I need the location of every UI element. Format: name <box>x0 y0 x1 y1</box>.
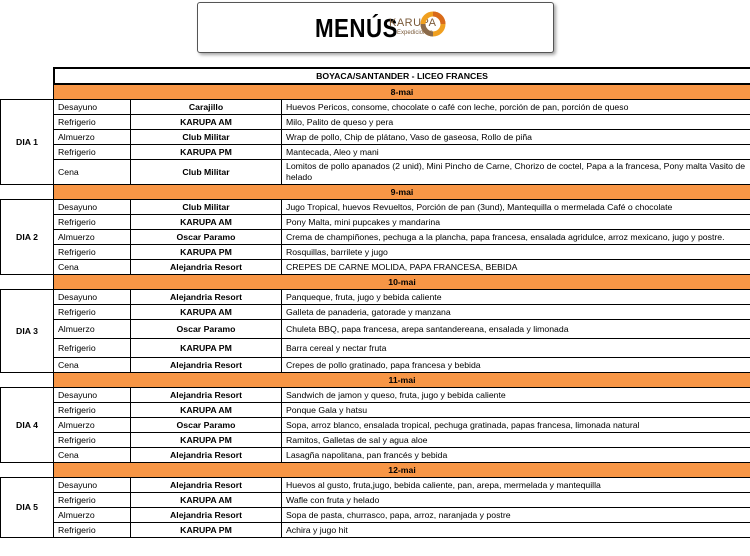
meal-place: Carajillo <box>131 100 282 115</box>
meal-description: Wafle con fruta y helado <box>282 493 750 508</box>
meal-row <box>1 508 750 523</box>
meal-description: Mantecada, Aleo y mani <box>282 145 750 160</box>
title-row <box>1 68 750 84</box>
meal-row <box>1 245 750 260</box>
meal-place: Alejandria Resort <box>131 260 282 275</box>
meal-row <box>1 403 750 418</box>
meal-description: Crema de champiñones, pechuga a la plancha, papa francesa, ensalada agridulce, arroz mexicano, jugo y postre. <box>282 230 750 245</box>
page-title: MENÚS <box>315 13 398 43</box>
meal-place: KARUPA AM <box>131 215 282 230</box>
meal-description: Huevos al gusto, fruta,jugo, bebida caliente, pan, arepa, mermelada y mantequilla <box>282 478 750 493</box>
meal-type: Refrigerio <box>54 403 131 418</box>
meal-row <box>1 493 750 508</box>
meal-description: Barra cereal y nectar fruta <box>282 339 750 358</box>
date-row <box>1 185 750 200</box>
meal-type: Refrigerio <box>54 305 131 320</box>
meal-row <box>1 290 750 305</box>
menu-header <box>197 2 554 53</box>
logo-subtitle: Expediciones <box>397 30 433 36</box>
meal-description: Crepes de pollo gratinado, papa francesa y bebida <box>282 358 750 373</box>
meal-row <box>1 433 750 448</box>
meal-description: Wrap de pollo, Chip de plátano, Vaso de gaseosa, Rollo de piña <box>282 130 750 145</box>
meal-description: Ramitos, Galletas de sal y agua aloe <box>282 433 750 448</box>
meal-description: Galleta de panaderia, gatorade y manzana <box>282 305 750 320</box>
meal-type: Desayuno <box>54 478 131 493</box>
meal-row <box>1 320 750 339</box>
day-label: DIA 2 <box>1 200 54 275</box>
date-row <box>1 275 750 290</box>
meal-row <box>1 115 750 130</box>
meal-row <box>1 388 750 403</box>
meal-row <box>1 418 750 433</box>
meal-type: Desayuno <box>54 100 131 115</box>
day-label: DIA 1 <box>1 100 54 185</box>
meal-type: Refrigerio <box>54 433 131 448</box>
meal-type: Refrigerio <box>54 339 131 358</box>
meal-description: Lasagña napolitana, pan francés y bebida <box>282 448 750 463</box>
karupa-logo-icon <box>420 11 446 37</box>
meal-type: Desayuno <box>54 200 131 215</box>
meal-place: KARUPA AM <box>131 493 282 508</box>
meal-type: Cena <box>54 160 131 185</box>
date-header: 9-mai <box>54 185 750 200</box>
meal-place: KARUPA PM <box>131 145 282 160</box>
meal-place: Alejandria Resort <box>131 508 282 523</box>
day-label: DIA 4 <box>1 388 54 463</box>
meal-place: Club Militar <box>131 160 282 185</box>
meal-description: Panqueque, fruta, jugo y bebida caliente <box>282 290 750 305</box>
meal-place: Oscar Paramo <box>131 418 282 433</box>
meal-type: Almuerzo <box>54 508 131 523</box>
meal-type: Cena <box>54 260 131 275</box>
meal-place: Alejandria Resort <box>131 448 282 463</box>
meal-type: Refrigerio <box>54 215 131 230</box>
meal-row <box>1 215 750 230</box>
meal-row <box>1 200 750 215</box>
meal-place: KARUPA AM <box>131 115 282 130</box>
meal-type: Cena <box>54 358 131 373</box>
meal-row <box>1 260 750 275</box>
meal-place: Club Militar <box>131 200 282 215</box>
date-header: 8-mai <box>54 84 750 100</box>
meal-place: Alejandria Resort <box>131 358 282 373</box>
meal-description: Lomitos de pollo apanados (2 unid), Mini Pincho de Carne, Chorizo de coctel, Papa a la francesa, Pony malta Vasito de helado <box>282 160 750 185</box>
meal-place: Oscar Paramo <box>131 230 282 245</box>
meal-place: KARUPA PM <box>131 339 282 358</box>
menu-table <box>0 67 750 538</box>
logo-text: KARUPA <box>389 17 437 29</box>
meal-row <box>1 339 750 358</box>
meal-place: Alejandria Resort <box>131 290 282 305</box>
meal-place: KARUPA PM <box>131 245 282 260</box>
meal-description: Sopa, arroz blanco, ensalada tropical, pechuga gratinada, papas francesa, limonada natural <box>282 418 750 433</box>
meal-type: Desayuno <box>54 290 131 305</box>
date-row <box>1 84 750 100</box>
meal-row <box>1 130 750 145</box>
meal-type: Almuerzo <box>54 230 131 245</box>
day-label: DIA 3 <box>1 290 54 373</box>
meal-type: Refrigerio <box>54 245 131 260</box>
meal-description: Chuleta BBQ, papa francesa, arepa santandereana, ensalada y limonada <box>282 320 750 339</box>
meal-place: KARUPA AM <box>131 403 282 418</box>
meal-description: Huevos Pericos, consome, chocolate o café con leche, porción de pan, porción de queso <box>282 100 750 115</box>
meal-type: Almuerzo <box>54 418 131 433</box>
meal-row <box>1 100 750 115</box>
meal-description: Sopa de pasta, churrasco, papa, arroz, naranjada y postre <box>282 508 750 523</box>
meal-type: Almuerzo <box>54 130 131 145</box>
meal-description: Sandwich de jamon y queso, fruta, jugo y bebida caliente <box>282 388 750 403</box>
meal-row <box>1 478 750 493</box>
meal-type: Refrigerio <box>54 523 131 538</box>
meal-row <box>1 230 750 245</box>
meal-type: Desayuno <box>54 388 131 403</box>
meal-type: Cena <box>54 448 131 463</box>
meal-row <box>1 145 750 160</box>
date-row <box>1 373 750 388</box>
meal-row <box>1 305 750 320</box>
date-header: 11-mai <box>54 373 750 388</box>
meal-row <box>1 448 750 463</box>
meal-description: Rosquillas, barrilete y jugo <box>282 245 750 260</box>
meal-description: Achira y jugo hit <box>282 523 750 538</box>
meal-description: Pony Malta, mini pupcakes y mandarina <box>282 215 750 230</box>
meal-row <box>1 160 750 185</box>
meal-place: Alejandria Resort <box>131 478 282 493</box>
meal-description: CREPES DE CARNE MOLIDA, PAPA FRANCESA, BEBIDA <box>282 260 750 275</box>
meal-place: KARUPA PM <box>131 523 282 538</box>
meal-type: Refrigerio <box>54 115 131 130</box>
meal-place: Oscar Paramo <box>131 320 282 339</box>
meal-row <box>1 358 750 373</box>
date-row <box>1 463 750 478</box>
date-header: 10-mai <box>54 275 750 290</box>
meal-type: Almuerzo <box>54 320 131 339</box>
meal-type: Refrigerio <box>54 145 131 160</box>
table-title: BOYACA/SANTANDER - LICEO FRANCES <box>54 68 750 84</box>
date-header: 12-mai <box>54 463 750 478</box>
meal-place: KARUPA PM <box>131 433 282 448</box>
meal-place: KARUPA AM <box>131 305 282 320</box>
meal-row <box>1 523 750 538</box>
meal-description: Milo, Palito de queso y pera <box>282 115 750 130</box>
meal-description: Jugo Tropical, huevos Revueltos, Porción de pan (3und), Mantequilla o mermelada Café o chocolate <box>282 200 750 215</box>
day-label: DIA 5 <box>1 478 54 538</box>
meal-place: Club Militar <box>131 130 282 145</box>
meal-type: Refrigerio <box>54 493 131 508</box>
meal-description: Ponque Gala y hatsu <box>282 403 750 418</box>
meal-place: Alejandria Resort <box>131 388 282 403</box>
